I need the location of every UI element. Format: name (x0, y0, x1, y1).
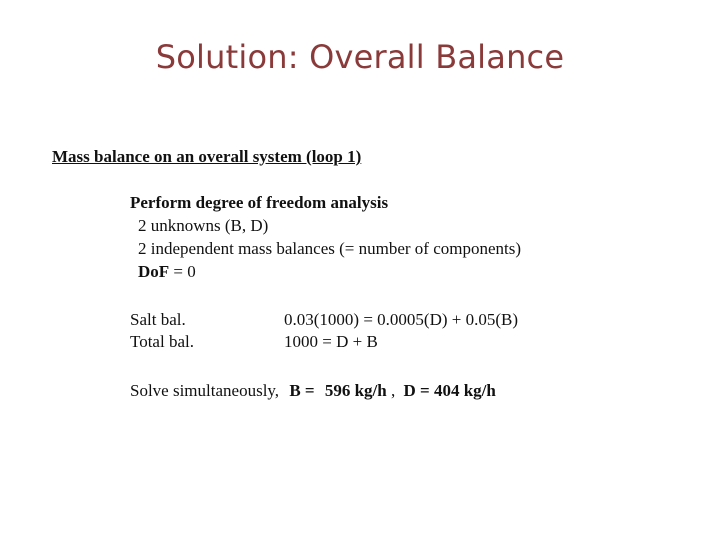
section-heading: Mass balance on an overall system (loop 1) (52, 147, 362, 166)
dof-label: DoF (138, 262, 170, 281)
slide-title: Solution: Overall Balance (155, 38, 565, 76)
salt-balance-equation: 0.03(1000) = 0.0005(D) + 0.05(B) (284, 310, 519, 329)
d-result: D = 404 kg/h (403, 381, 496, 400)
b-value: 596 kg/h (324, 381, 387, 400)
total-balance-label: Total bal. (130, 332, 194, 351)
unknowns-line: 2 unknowns (B, D) (138, 216, 269, 235)
b-label: B = (289, 381, 319, 400)
solution-separator: , (386, 381, 396, 400)
salt-balance-label: Salt bal. (130, 310, 186, 329)
total-balance-equation: 1000 = D + B (284, 332, 378, 351)
dof-title: Perform degree of freedom analysis (130, 193, 389, 212)
solution-prefix: Solve simultaneously, (130, 381, 280, 400)
dof-result-line (138, 262, 196, 282)
solution-line (130, 381, 496, 401)
balances-line: 2 independent mass balances (= number of components) (138, 239, 522, 258)
dof-value: = 0 (169, 262, 196, 281)
